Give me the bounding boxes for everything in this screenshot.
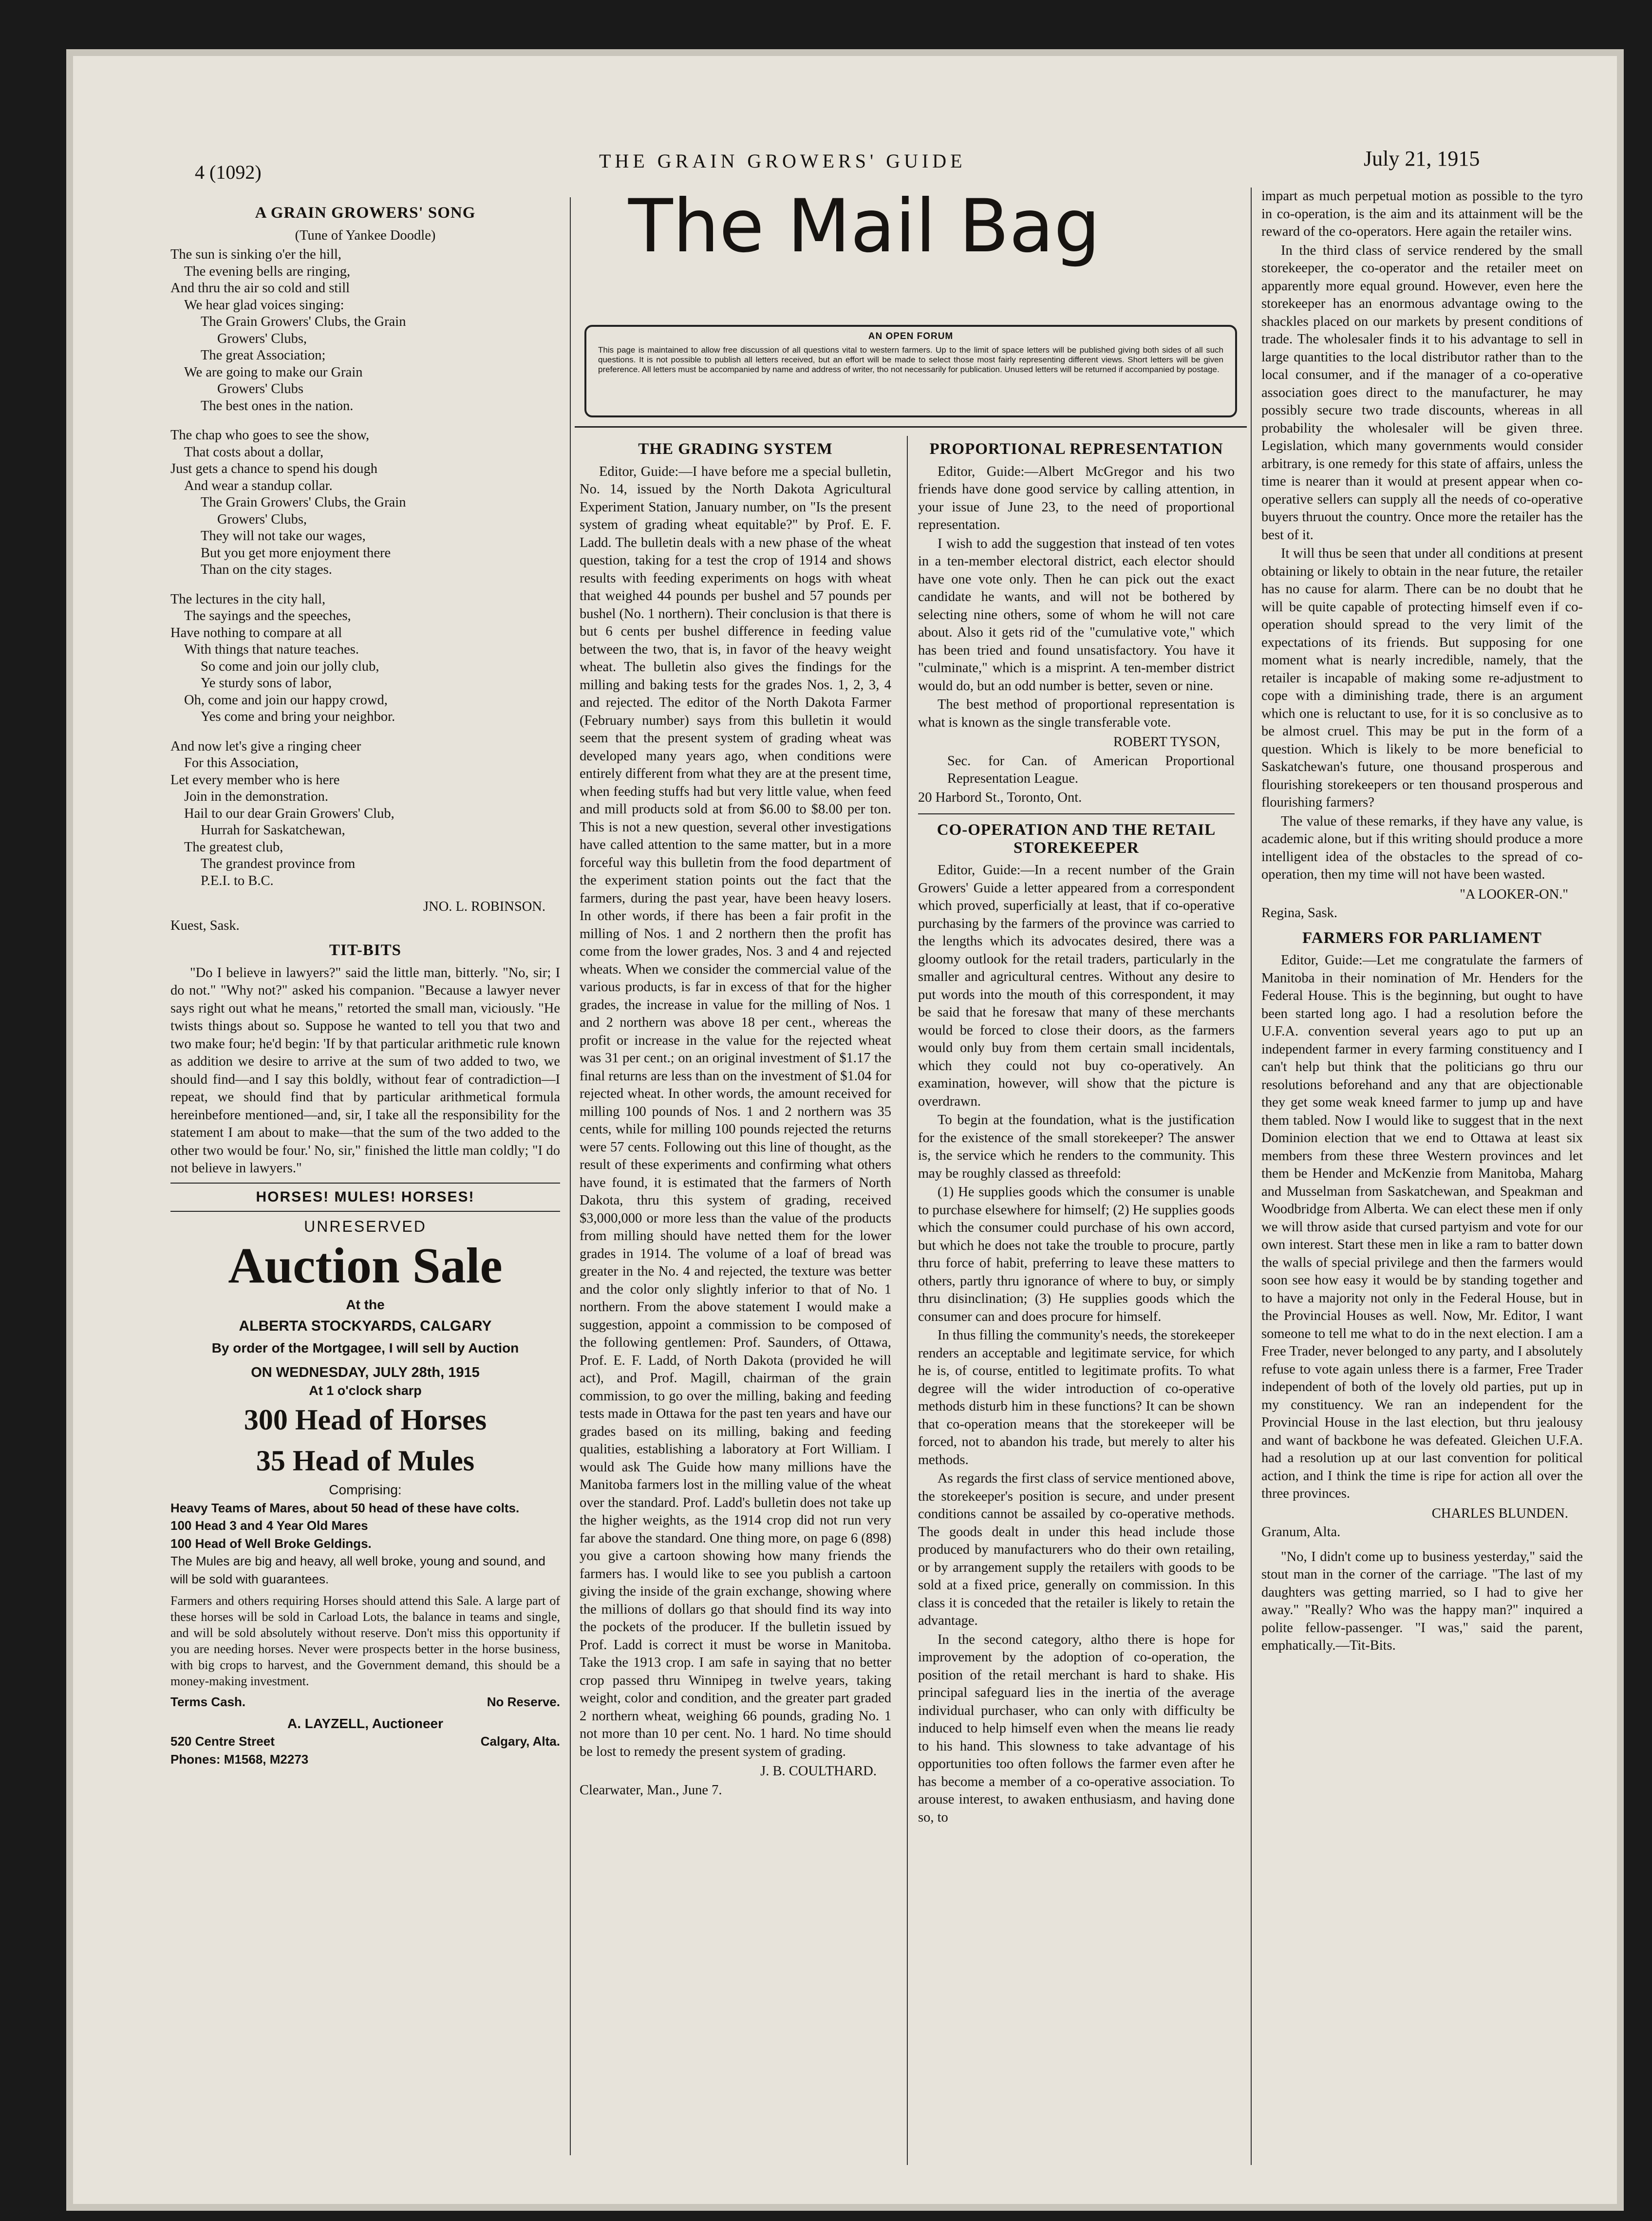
song-line: The best ones in the nation. bbox=[201, 398, 354, 414]
issue-date: July 21, 1915 bbox=[1364, 147, 1480, 170]
auction-ad bbox=[170, 1188, 560, 1769]
newspaper-page bbox=[73, 56, 1617, 2204]
song-line: Growers' Clubs, bbox=[217, 511, 307, 527]
song-place: Kuest, Sask. bbox=[170, 918, 240, 933]
rule bbox=[170, 1211, 560, 1212]
song-line: Hurrah for Saskatchewan, bbox=[201, 823, 345, 838]
ad-at: At the bbox=[346, 1297, 385, 1312]
proportional-para-3: The best method of proportional representation is what is known as the single transferable vote. bbox=[918, 697, 1235, 730]
song-title: A GRAIN GROWERS' SONG bbox=[255, 204, 476, 222]
forum-text: This page is maintained to allow free discussion of all questions vital to western farmers. Up to the limit of space letters will be published giving both sides of all such questions. It is not possible to publish all letters received, but an effort will be made to select those most fairly representing different views. Short letters will be given preference. All letters must be accompanied by name and address of writer, tho not necessarily for publication. Unused letters will be returned if accompanied by postage. bbox=[598, 345, 1223, 374]
ad-item-1: Heavy Teams of Mares, about 50 head of these have colts. bbox=[170, 1500, 520, 1515]
song-line: Let every member who is here bbox=[170, 772, 340, 788]
coop-author: "A LOOKER-ON." bbox=[1460, 886, 1568, 902]
ad-banner: HORSES! MULES! HORSES! bbox=[256, 1188, 475, 1205]
ad-terms-row bbox=[170, 1693, 560, 1711]
ad-item-2: 100 Head 3 and 4 Year Old Mares bbox=[170, 1518, 368, 1533]
song-line: Just gets a chance to spend his dough bbox=[170, 461, 378, 476]
grading-place: Clearwater, Man., June 7. bbox=[580, 1782, 722, 1798]
song-line: We are going to make our Grain bbox=[184, 364, 363, 380]
coop-place: Regina, Sask. bbox=[1261, 905, 1337, 921]
column-rule bbox=[570, 197, 571, 2155]
farmers-author: CHARLES BLUNDEN. bbox=[1431, 1506, 1568, 1521]
open-forum-box bbox=[584, 325, 1237, 417]
song-line: That costs about a dollar, bbox=[184, 444, 324, 460]
coop-para: Editor, Guide:—In a recent number of the Grain Growers' Guide a letter appeared from a correspondent which proved, superficially at least, that if co-operative purchasing by the farmers of the province was carried to the lengths which its advocates desired, there was a gloomy outlook for the retail traders, particularly in the smaller and agricultural centres. Without any desire to put words into the mouth of this correspondent, it may be said that he foresaw that many of these merchants would be forced to close their doors, as the farmers would only buy from them certain small incidentals, which they could not buy co-operatively. An examination, however, will show that the picture is overdrawn. bbox=[918, 863, 1235, 1109]
song-line: The greatest club, bbox=[184, 839, 283, 855]
coop-cont: impart as much perpetual motion as possible to the tyro in co-operation, is the aim and its attainment will be the reward of the co-operators. Here again the retailer wins. bbox=[1261, 188, 1583, 239]
column-1 bbox=[170, 197, 560, 2170]
song-line: But you get more enjoyment there bbox=[201, 545, 391, 561]
song-line: Than on the city stages. bbox=[201, 562, 332, 577]
title-rule bbox=[575, 426, 1247, 428]
song-line: The sun is sinking o'er the hill, bbox=[170, 247, 342, 262]
song-line: Yes come and bring your neighbor. bbox=[201, 709, 395, 724]
coop-cont: The value of these remarks, if they have any value, is academic alone, but if this writing should produce a more intelligent idea of the obstacles to the spread of co-operation, then my time will not have been wasted. bbox=[1261, 813, 1583, 882]
grading-author: J. B. COULTHARD. bbox=[760, 1764, 877, 1779]
song-line bbox=[170, 726, 560, 738]
song-line: They will not take our wages, bbox=[201, 528, 366, 544]
ad-order: By order of the Mortgagee, I will sell by Auction bbox=[211, 1340, 519, 1355]
proportional-para-2: I wish to add the suggestion that instead of ten votes in a ten-member electoral district, each elector should have one vote only. Then he can pick out the exact candidate he wants, and will not be bothered by selecting nine others, some of whom he will not care about. Also it gets rid of the "cumulative vote," which has been tried and found unsatisfactory. You have it "culminate," which is a misprint. A ten-member district would do, but an odd number is better, seven or nine. bbox=[918, 536, 1235, 694]
song-line: And thru the air so cold and still bbox=[170, 281, 350, 296]
song-line: The chap who goes to see the show, bbox=[170, 428, 370, 443]
ad-reserve: No Reserve. bbox=[487, 1694, 560, 1709]
song-line: The sayings and the speeches, bbox=[184, 608, 351, 623]
ad-mules: 35 Head of Mules bbox=[256, 1445, 475, 1477]
forum-title: AN OPEN FORUM bbox=[868, 331, 954, 341]
proportional-author: ROBERT TYSON, bbox=[1113, 734, 1220, 750]
masthead: THE GRAIN GROWERS' GUIDE bbox=[599, 150, 966, 172]
coop-para: In thus filling the community's needs, the storekeeper renders an acceptable and legitimate service, for which he is, of course, entitled to legitimate profits. To what degree will the wider introduction of co-operative methods disturb him in these functions? It can be shown that co-operation means that the storekeeper will be forced, not to abandon his trade, but merely to alter his methods. bbox=[918, 1328, 1235, 1468]
song-line: For this Association, bbox=[184, 755, 299, 771]
song-line: Oh, come and join our happy crowd, bbox=[184, 692, 388, 708]
titbits-text: "Do I believe in lawyers?" said the little man, bitterly. "No, sir; I do not." "Why not?" asked his companion. "Because a lawyer never says right out what he means," retorted the small man, viciously. "He twists things about so. Suppose he wanted to tell you that two and two make four; he'd begin: 'If by that particular arithmetic rule known as addition we desire to arrive at the sum of two added to two, we should find—and I say this boldly, without fear of contradiction—I repeat, we should find that by particular arithmetical formula hereinbefore mentioned—and, sir, I take all the responsibility for the statement I am about to make—that the sum of the two added to the other two would be four.' No, sir," finished the little man coldly; "I do not believe in lawyers." bbox=[170, 965, 560, 1176]
ad-city: Calgary, Alta. bbox=[480, 1734, 560, 1749]
ad-when: ON WEDNESDAY, JULY 28th, 1915 bbox=[251, 1365, 480, 1380]
song-line: And wear a standup collar. bbox=[184, 478, 333, 493]
ad-time: At 1 o'clock sharp bbox=[309, 1383, 422, 1398]
ad-comprising: Comprising: bbox=[329, 1482, 402, 1497]
farmers-para: Editor, Guide:—Let me congratulate the farmers of Manitoba in their nomination of Mr. Henders for the Federal House. This is the beginning, but ought to have been started long ago. I had a resolution before the U.F.A. convention several years ago to put up an independent farmer in every farming constituency and I can't help but think that the politicians go thru our resolutions beforehand and any that are objectionable they get some weak kneed farmer to jump up and have them tabled. Now I would like to suggest that in the next Dominion election that we end to Ottawa at least six members from these three Western provinces and let them be Hender and McKenzie from Manitoba, Maharg and Musselman from Saskatchewan, and Speakman and Woodbridge from Alberta. We can elect these men if only we will throw aside that cursed partyism and vote for our own interest. Start these men in like a ram to batter down the walls of special privilege and then the farmers would soon see how easy it would be by standing together and to have a majority not only in the Federal House, but in the Provincial Houses as well. Now, Mr. Editor, I want someone to tell me what to do in the next election. I am a Free Trader, never belonged to any party, and I absolutely refuse to vote again unless there is a farmer, Free Trader independent of both of the lovely old parties, put up in my constituency. We ran an independent for the Provincial House in the last election, but thru jealousy and want of backbone he was defeated. Gleichen U.F.A. had a resolution up at our last convention for political action, and I think the time is ripe for action all over the three provinces. bbox=[1261, 953, 1583, 1501]
ad-headline: Auction Sale bbox=[228, 1237, 503, 1294]
proportional-para-1: Editor, Guide:—Albert McGregor and his two friends have done good service by calling attention, in your issue of June 23, to the need of proportional representation. bbox=[918, 464, 1235, 532]
song-tune: (Tune of Yankee Doodle) bbox=[295, 227, 436, 243]
song-line: Growers' Clubs, bbox=[217, 331, 307, 346]
ad-address-row bbox=[170, 1732, 560, 1750]
column-rule bbox=[1251, 188, 1252, 2165]
ad-body: Farmers and others requiring Horses should attend this Sale. A large part of these horses will be sold in Carload Lots, the balance in teams and single, and will be sold absolutely without reserve. Don't miss this opportunity if you are needing horses. Never were prospects better in the horse business, with big crops to harvest, and the Government demand, this should be a money-making investment. bbox=[170, 1594, 560, 1688]
titbits-title: TIT-BITS bbox=[329, 941, 402, 959]
coop-para: In the second category, altho there is hope for improvement by the adoption of co-operation, the position of the retail merchant is hard to shake. His principal safeguard lies in the inertia of the average individual purchaser, who can only with difficulty be induced to help himself even when the means lie ready to his hand. This slowness to take advantage of his opportunities too often follows the farmer even after he has become a member of a co-operative association. To arouse interest, to awaken enthusiasm, and having done so, to bbox=[918, 1632, 1235, 1825]
coop-para: As regards the first class of service mentioned above, the storekeeper's position is secure, and under present conditions cannot be assailed by co-operative methods. The goods dealt in under this head include those produced by manufacturers who do their own retailing, or by arrangement supply the retailers with goods to be sold at a fixed price, generally on commission. In this class it is conceded that the retailer is likely to retain the advantage. bbox=[918, 1471, 1235, 1628]
ad-terms: Terms Cash. bbox=[170, 1694, 246, 1709]
grading-para: Editor, Guide:—I have before me a special bulletin, No. 14, issued by the North Dakota Agricultural Experiment Station, January number, on "Is the present system of grading wheat equitable?" by Prof. E. F. Ladd. The bulletin deals with a new phase of the wheat question, taking for a test the crop of 1914 and shows results with feeding experiments on hogs with wheat that weighed 44 pounds per bushel and 57 pounds per bushel (No. 1 northern). Their conclusion is that there is but 6 cents per bushel difference in feeding value between the two, that is, in favor of the heavy weight wheat. The bulletin also gives the findings for the milling and baking tests for the grades Nos. 1, 2, 3, 4 and rejected. The editor of the North Dakota Farmer (February number) says from this bulletin it would seem that the present system of grading wheat was developed many years ago, when conditions were entirely different from what they are at the present time, when feeding stuffs had but very little value, when feed and mill products sold at from $6.00 to $8.00 per ton. This is not a new question, several other investigations have called attention to the same matter, but in a more forceful way this bulletin from the food department of the experiment station points out the fact that the farmers, during the past year, have been heavy losers. In other words, if there has been a fair profit in the milling of Nos. 1 and 2 northern then the profit has come from the lower grades, Nos. 3 and 4 and rejected wheats. When we consider the commercial value of the various products, is far in excess of that for the higher grades, the increase in value for the milling of Nos. 1 and 2 northern was above 18 per cent., whereas the profit or increase in the value for the rejected wheat was 31 per cent.; on an original investment of $1.17 the final returns are less than on the investment of $1.04 for rejected wheat. In other words, the amount received for milling 100 pounds of Nos. 1 and 2 northern was 35 cents, while for milling 100 pounds rejected the returns were 57 cents. Following out this line of thought, as the result of these experiments and confirming what others have found, it is estimated that the farmers of North Dakota, thru this system of grading, received $3,000,000 or more less than the value of the products from milling should have netted them for the lower grades in 1914. The volume of a loaf of bread was greater in the No. 4 and rejected, the texture was better and the color only slightly inferior to that of No. 1 northern. From the above statement I would make a suggestion, appoint a commission to be composed of the following gentlemen: Prof. Saunders, of Ottawa, Prof. E. F. Ladd, of North Dakota (provided he will act), and Prof. Magill, chairman of the grain commission, to go over the milling, baking and feeding tests made in Ottawa for the past ten years and have our grades based on its milling, baking and feeding qualities, establishing a laboratory at Fort William. I would ask The Guide how many millions have the Manitoba farmers lost in the milling value of the wheat over the standard. Prof. Ladd's bulletin does not take up the higher weights, as the 1914 crop did not run very far above the standard. One thing more, on page 6 (898) you give a cartoon showing how many friends the farmers has. I would like to see you publish a cartoon giving the inside of the grain exchange, showing where the millions of dollars go that should find its way into the pockets of the producer. If the bulletin issued by Prof. Ladd is correct it must be worse in Manitoba. Take the 1913 crop. I am safe in saying that no better crop passed thru Winnipeg in twelve years, taking weight, color and condition, and the greater part graded 2 northern wheat, weighing 66 pounds, grading No. 1 not more than 10 per cent. No. 1 hard. No time should be lost to remedy the present system of grading. bbox=[580, 464, 891, 1759]
song-line: Have nothing to compare at all bbox=[170, 625, 342, 640]
ad-unreserved: UNRESERVED bbox=[304, 1218, 427, 1235]
proportional-title: PROPORTIONAL REPRESENTATION bbox=[929, 440, 1223, 458]
coop-para: (1) He supplies goods which the consumer is unable to purchase elsewhere for himself; (2) He supplies goods which the consumer could purchase of his own accord, but which he does not take the trouble to procure, partly thru force of habit, preferring to leave these matters to others, partly thru ignorance of where to buy, or simply thru disinclination; (3) He supplies goods which the consumer can and does procure for himself. bbox=[918, 1185, 1235, 1324]
coop-cont: In the third class of service rendered by the small storekeeper, the co-operator and the retailer meet on apparently more equal ground. However, even here the storekeeper has an enormous advantage owing to the shackles placed on our markets by present conditions of trade. The wholesaler finds it to his advantage to sell in large quantities to the local distributor rather than to the local consumer, and if the manager of a co-operative association goes direct to the manufacturer, he may possibly secure two trade discounts, whereas in all probability the wholesaler will be given three. Legislation, which many governments would consider arbitrary, is one remedy for this state of affairs, unless the time is nearer than it would at present appear when co-operative sellers can supply all the needs of co-operative buyers thruout the country. Once more the retailer has the best of it. bbox=[1261, 243, 1583, 543]
ad-horses: 300 Head of Horses bbox=[244, 1404, 487, 1436]
column-3 bbox=[918, 433, 1235, 2167]
song-line: The great Association; bbox=[201, 348, 326, 363]
song-lines bbox=[170, 246, 560, 889]
farmers-place: Granum, Alta. bbox=[1261, 1525, 1341, 1540]
joke-text: "No, I didn't come up to business yesterday," said the stout man in the corner of the carriage. "The last of my daughters was getting married, so I had to give her away." "Really? Who was the happy man?" inquired a polite fellow-passenger. "I was," said the parent, emphatically.—Tit-Bits. bbox=[1261, 1549, 1583, 1653]
ad-mules-note: The Mules are big and heavy, all well broke, young and sound, and will be sold with guarantees. bbox=[170, 1554, 545, 1586]
song-line: The Grain Growers' Clubs, the Grain bbox=[201, 495, 406, 510]
song-author: JNO. L. ROBINSON. bbox=[423, 899, 545, 914]
song-line: The Grain Growers' Clubs, the Grain bbox=[201, 314, 406, 329]
song-line: The evening bells are ringing, bbox=[184, 264, 351, 279]
song-line: P.E.I. to B.C. bbox=[201, 873, 274, 888]
proportional-place: 20 Harbord St., Toronto, Ont. bbox=[918, 790, 1082, 805]
rule bbox=[918, 813, 1235, 814]
ad-address: 520 Centre Street bbox=[170, 1734, 275, 1749]
song-line: Hail to our dear Grain Growers' Club, bbox=[184, 806, 394, 821]
ad-place: ALBERTA STOCKYARDS, CALGARY bbox=[239, 1318, 492, 1334]
column-4 bbox=[1261, 188, 1583, 2170]
song-line bbox=[170, 414, 560, 427]
proportional-sec: Sec. for Can. of American Proportional Representation League. bbox=[947, 753, 1235, 786]
farmers-title: FARMERS FOR PARLIAMENT bbox=[1302, 929, 1542, 947]
page-title: The Mail Bag bbox=[628, 184, 1101, 269]
coop-cont: It will thus be seen that under all conditions at present obtaining or likely to obtain in the near future, the retailer has no cause for alarm. There can be no doubt that he will be quite capable of protecting himself even if co-operation should spread to the very limit of the expectations of its friends. But supposing for one moment what is nearly incredible, namely, that the retailer is incapable of making some re-adjustment to cope with a diminishing trade, there is an argument which one is reluctant to use, for it is so conclusive as to be almost cruel. This may be put in the form of a question. Which is likely to be more beneficial to Saskatchewan's future, one thousand prosperous and flourishing storekeepers or ten thousand prosperous and flourishing farmers? bbox=[1261, 546, 1583, 810]
coop-title: CO-OPERATION AND THE RETAIL STOREKEEPER bbox=[937, 821, 1216, 857]
song-line bbox=[170, 579, 560, 591]
ad-item-3: 100 Head of Well Broke Geldings. bbox=[170, 1536, 372, 1551]
song-line: We hear glad voices singing: bbox=[184, 297, 344, 313]
song-line: Join in the demonstration. bbox=[184, 789, 329, 804]
grading-title: THE GRADING SYSTEM bbox=[638, 440, 833, 458]
column-rule bbox=[907, 436, 908, 2165]
song-line: The grandest province from bbox=[201, 856, 356, 871]
ad-phones: Phones: M1568, M2273 bbox=[170, 1751, 309, 1767]
coop-para: To begin at the foundation, what is the justification for the existence of the small storekeeper? The answer is, the service which he renders to the community. This may be roughly classed as threefold: bbox=[918, 1112, 1235, 1181]
song-line: Ye sturdy sons of labor, bbox=[201, 676, 332, 691]
rule bbox=[170, 1183, 560, 1184]
ad-auctioneer: A. LAYZELL, Auctioneer bbox=[287, 1715, 443, 1731]
song-line: So come and join our jolly club, bbox=[201, 659, 379, 674]
song-line: Growers' Clubs bbox=[217, 381, 303, 396]
page-number: 4 (1092) bbox=[195, 161, 262, 183]
song-line: The lectures in the city hall, bbox=[170, 591, 326, 607]
song-line: And now let's give a ringing cheer bbox=[170, 738, 361, 754]
column-2 bbox=[580, 433, 891, 2167]
song-line: With things that nature teaches. bbox=[184, 642, 359, 657]
